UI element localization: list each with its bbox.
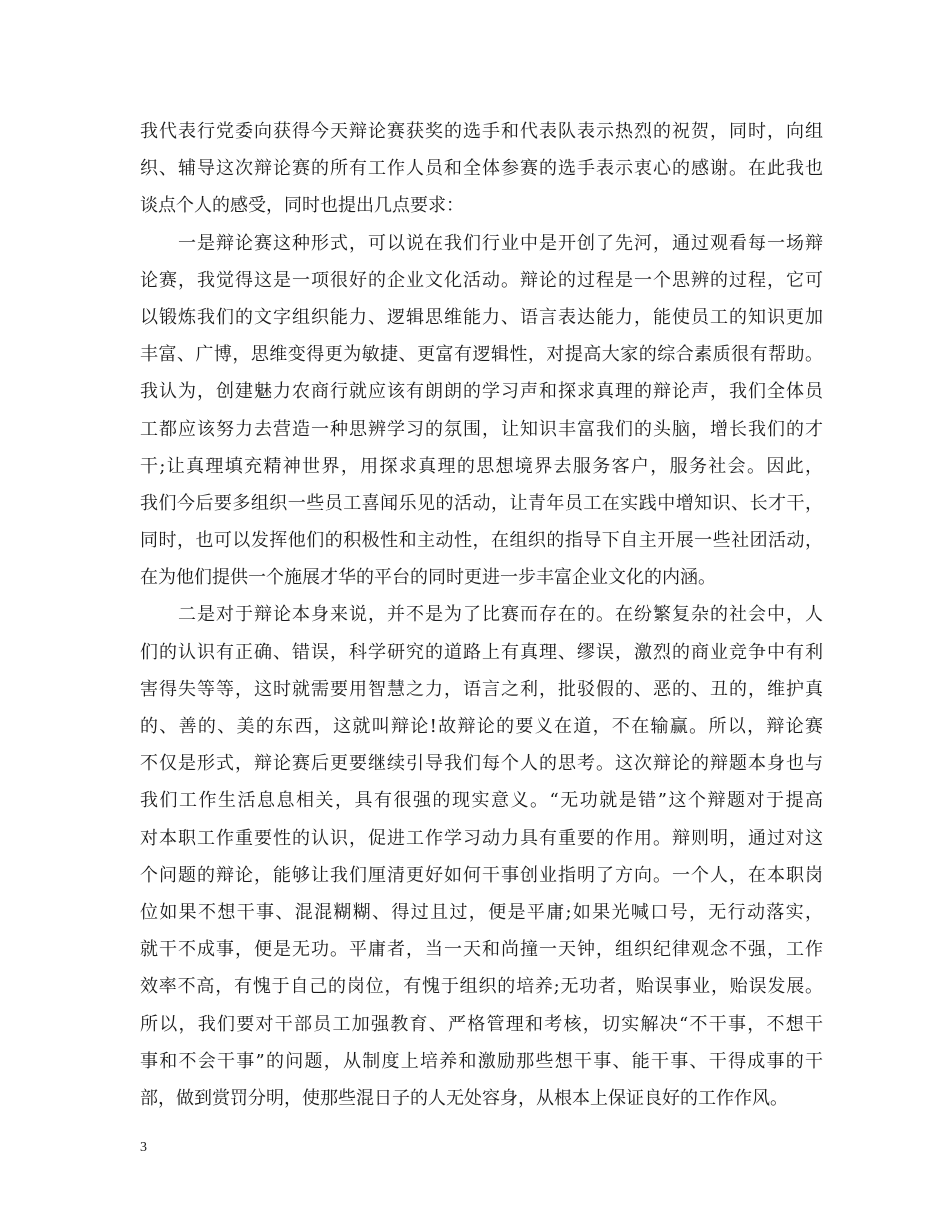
text-line: 我代表行党委向获得今天辩论赛获奖的选手和代表队表示热烈的祝贺，同时，向组: [140, 121, 823, 142]
text-line: 二是对于辩论本身来说，并不是为了比赛而存在的。在纷繁复杂的社会中，人: [140, 604, 823, 626]
text-line: 工都应该努力去营造一种思辨学习的氛围，让知识丰富我们的头脑，增长我们的才: [140, 418, 823, 440]
text-line: 丰富、广博，思维变得更为敏捷、更富有逻辑性，对提高大家的综合素质很有帮助。: [140, 344, 823, 366]
text-line: 位如果不想干事、混混糊糊、得过且过，便是平庸;如果光喊口号，无行动落实，: [140, 901, 823, 923]
text-line: 我认为，创建魅力农商行就应该有朗朗的学习声和探求真理的辩论声，我们全体员: [140, 381, 823, 403]
text-line: 论赛，我觉得这是一项很好的企业文化活动。辩论的过程是一个思辨的过程，它可: [140, 269, 823, 291]
text-line: 以锻炼我们的文字组织能力、逻辑思维能力、语言表达能力，能使员工的知识更加: [140, 306, 823, 328]
page-number: 3: [140, 1140, 147, 1155]
text-line: 一是辩论赛这种形式，可以说在我们行业中是开创了先河，通过观看每一场辩: [140, 232, 823, 254]
text-line: 害得失等等，这时就需要用智慧之力，语言之利，批驳假的、恶的、丑的，维护真: [140, 678, 823, 700]
body-text: [140, 113, 823, 1117]
text-line: 就干不成事，便是无功。平庸者，当一天和尚撞一天钟，组织纪律观念不强，工作: [140, 939, 823, 961]
text-line: 我们工作生活息息相关，具有很强的现实意义。“无功就是错”这个辩题对于提高: [140, 790, 823, 812]
text-line: 效率不高，有愧于自己的岗位，有愧于组织的培养;无功者，贻误事业，贻误发展。: [140, 976, 823, 998]
text-line: 对本职工作重要性的认识，促进工作学习动力具有重要的作用。辩则明，通过对这: [140, 827, 823, 849]
text-line: 所以，我们要对干部员工加强教育、严格管理和考核，切实解决“不干事，不想干: [140, 1013, 823, 1035]
text-line: 不仅是形式，辩论赛后更要继续引导我们每个人的思考。这次辩论的辩题本身也与: [140, 753, 823, 775]
text-line: 我们今后要多组织一些员工喜闻乐见的活动，让青年员工在实践中增知识、长才干，: [140, 492, 823, 514]
text-line: 织、辅导这次辩论赛的所有工作人员和全体参赛的选手表示衷心的感谢。在此我也: [140, 158, 823, 180]
text-line: 干;让真理填充精神世界，用探求真理的思想境界去服务客户，服务社会。因此，: [140, 455, 823, 477]
text-line: 的、善的、美的东西，这就叫辩论!故辩论的要义在道，不在输赢。所以，辩论赛: [140, 716, 823, 737]
text-line: 事和不会干事”的问题，从制度上培养和激励那些想干事、能干事、干得成事的干: [140, 1050, 823, 1072]
text-line: 部，做到赏罚分明，使那些混日子的人无处容身，从根本上保证良好的工作作风。: [140, 1087, 788, 1109]
text-line: 同时，也可以发挥他们的积极性和主动性，在组织的指导下自主开展一些社团活动，: [140, 530, 823, 552]
text-line: 谈点个人的感受，同时也提出几点要求：: [140, 195, 464, 217]
text-line: 个问题的辩论，能够让我们厘清更好如何干事创业指明了方向。一个人，在本职岗: [140, 864, 823, 886]
text-line: 们的认识有正确、错误，科学研究的道路上有真理、缪误，激烈的商业竞争中有利: [140, 641, 823, 663]
text-line: 在为他们提供一个施展才华的平台的同时更进一步丰富企业文化的内涵。: [140, 567, 716, 589]
